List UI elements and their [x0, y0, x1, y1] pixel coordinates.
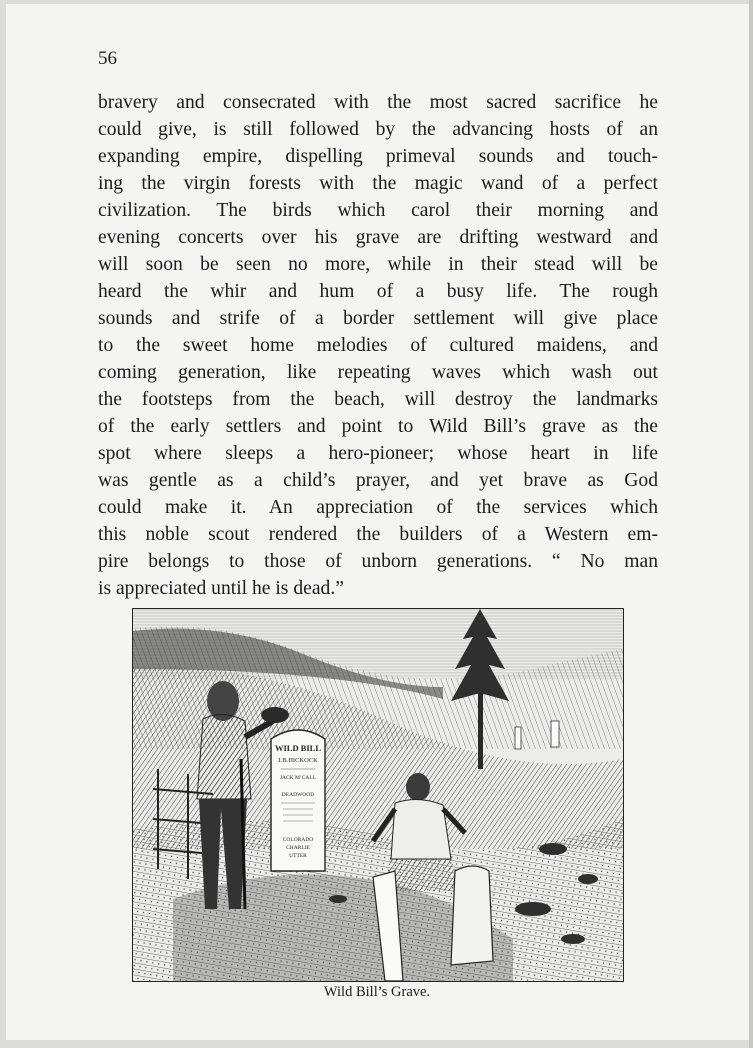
text-line: could give, is still followed by the advancing hosts of an	[98, 119, 658, 140]
text-line: civilization. The birds which carol their morning and	[98, 200, 658, 221]
text-line: could make it. An appreciation of the services which	[98, 497, 658, 518]
text-line: spot where sleeps a hero-pioneer; whose heart in life	[98, 443, 658, 464]
footboard	[451, 866, 493, 965]
headboard-line: COLORADO	[282, 837, 314, 843]
hat	[261, 707, 289, 723]
wild-bill-grave-illustration	[132, 608, 624, 982]
page-edge	[749, 0, 753, 1048]
text-line: sounds and strife of a border settlement will give place	[98, 308, 658, 329]
text-line: pire belongs to those of unborn generations. “ No man	[98, 551, 658, 572]
text-line: will soon be seen no more, while in their stead will be	[98, 254, 658, 275]
text-line: coming generation, like repeating waves which wash out	[98, 362, 658, 383]
text-line: ing the virgin forests with the magic wand of a perfect	[98, 173, 658, 194]
headboard-line: J.B.HICKOCK	[278, 757, 318, 764]
text-line: the footsteps from the beach, will destroy the landmarks	[98, 389, 658, 410]
headboard-line: UTTER	[289, 853, 307, 859]
text-line: of the early settlers and point to Wild Bill’s grave as the	[98, 416, 658, 437]
distant-marker	[515, 727, 521, 749]
headboard-line: CHARLIE	[286, 845, 310, 851]
page-number: 56	[98, 48, 117, 69]
text-line: evening concerts over his grave are drifting westward and	[98, 227, 658, 248]
text-line: heard the whir and hum of a busy life. The rough	[98, 281, 658, 302]
body-text	[98, 89, 658, 602]
text-line: is appreciated until he is dead.”	[98, 578, 344, 599]
text-line: to the sweet home melodies of cultured maidens, and	[98, 335, 658, 356]
headboard-line: DEADWOOD	[281, 792, 315, 798]
headboard-line: WILD BILL	[274, 743, 322, 753]
text-line: expanding empire, dispelling primeval sounds and touch-	[98, 146, 658, 167]
text-line: was gentle as a child’s prayer, and yet brave as God	[98, 470, 658, 491]
headboard	[271, 730, 325, 871]
figure-caption: Wild Bill’s Grave.	[323, 984, 431, 1000]
distant-marker	[551, 721, 559, 747]
text-line: bravery and consecrated with the most sacred sacrifice he	[98, 92, 658, 113]
text-line: this noble scout rendered the builders of a Western em-	[98, 524, 658, 545]
headboard-line: JACK MʼCALL	[279, 775, 317, 781]
